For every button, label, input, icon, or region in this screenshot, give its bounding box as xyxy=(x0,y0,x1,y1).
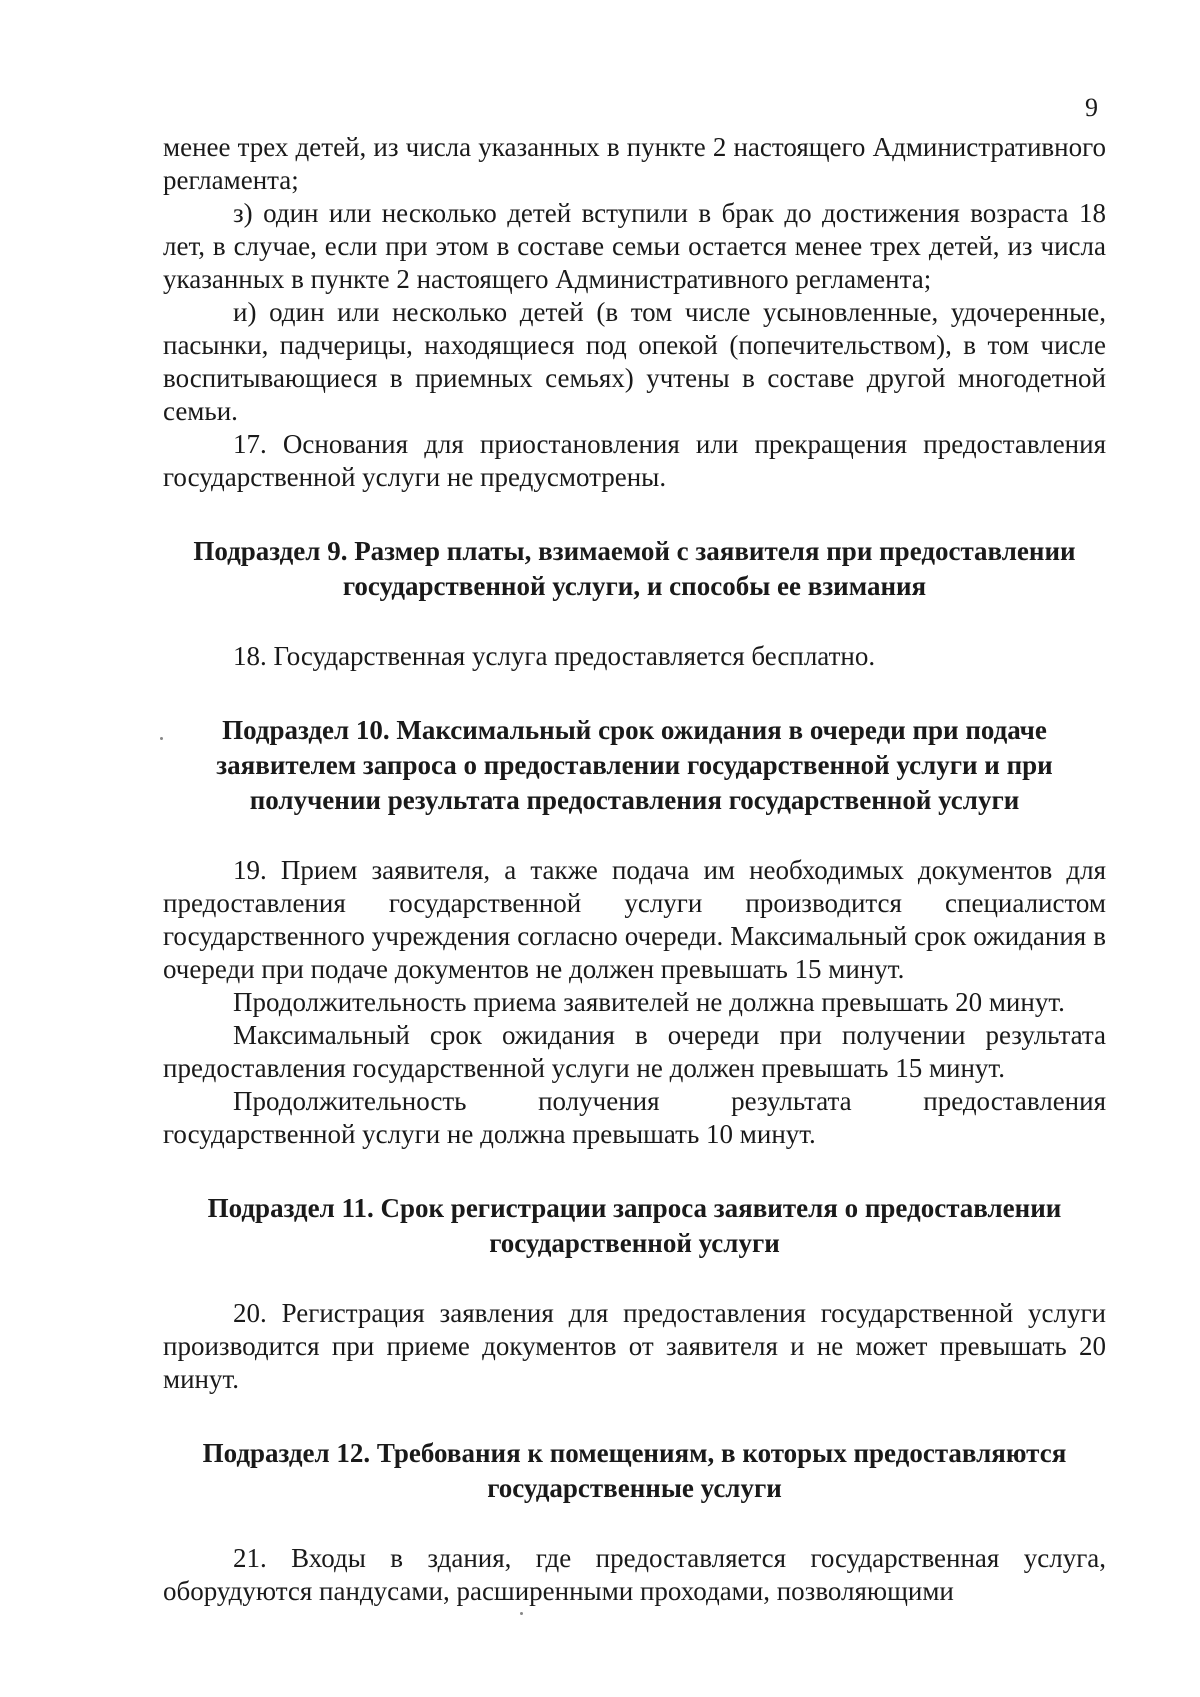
paragraph-19-result-duration: Продолжительность получения результата предоставления государственной услуги не должна превышать 10 минут. xyxy=(163,1086,1106,1149)
heading-subsection-11: Подраздел 11. Срок регистрации запроса заявителя о предоставлении государственной услуги xyxy=(207,1193,1062,1258)
paragraph-19-duration: Продолжительность приема заявителей не должна превышать 20 минут. xyxy=(233,987,1065,1017)
heading-subsection-10: Подраздел 10. Максимальный срок ожидания в очереди при подаче заявителем запроса о предоставлении государственной услуги и при получении результата предоставления государственной услуги xyxy=(216,715,1053,815)
paragraph-item-z: з) один или несколько детей вступили в брак до достижения возраста 18 лет, в случае, если при этом в составе семьи остается менее трех детей, из числа указанных в пункте 2 настоящего Административного регламента; xyxy=(163,198,1106,294)
heading-subsection-12: Подраздел 12. Требования к помещениям, в которых предоставляются государственные услуги xyxy=(202,1438,1067,1503)
paragraph-19-max-wait: Максимальный срок ожидания в очереди при получении результата предоставления государственной услуги не должен превышать 15 минут. xyxy=(163,1020,1106,1083)
scan-speck xyxy=(160,737,163,740)
paragraph-item-i: и) один или несколько детей (в том числе усыновленные, удочеренные, пасынки, падчерицы, находящиеся под опекой (попечительством), в том числе воспитывающиеся в приемных семьях) учтены в составе другой многодетной семьи. xyxy=(163,297,1106,426)
paragraph-20: 20. Регистрация заявления для предоставления государственной услуги производится при приеме документов от заявителя и не может превышать 20 минут. xyxy=(163,1298,1106,1394)
document-body xyxy=(163,131,1106,1608)
paragraph-18: 18. Государственная услуга предоставляется бесплатно. xyxy=(233,641,876,671)
paragraph-17: 17. Основания для приостановления или прекращения предоставления государственной услуги не предусмотрены. xyxy=(163,429,1106,492)
paragraph-continuation: менее трех детей, из числа указанных в пункте 2 настоящего Административного регламента; xyxy=(163,132,1106,195)
paragraph-19: 19. Прием заявителя, а также подача им необходимых документов для предоставления государственной услуги производится специалистом государственного учреждения согласно очереди. Максимальный срок ожидания в очереди при подаче документов не должен превышать 15 минут. xyxy=(163,855,1106,984)
page-number: 9 xyxy=(1085,93,1098,122)
scan-speck xyxy=(520,1612,523,1615)
heading-subsection-9: Подраздел 9. Размер платы, взимаемой с заявителя при предоставлении государственной услуги, и способы ее взимания xyxy=(193,536,1076,601)
paragraph-21: 21. Входы в здания, где предоставляется государственная услуга, оборудуются пандусами, расширенными проходами, позволяющими xyxy=(163,1543,1106,1606)
